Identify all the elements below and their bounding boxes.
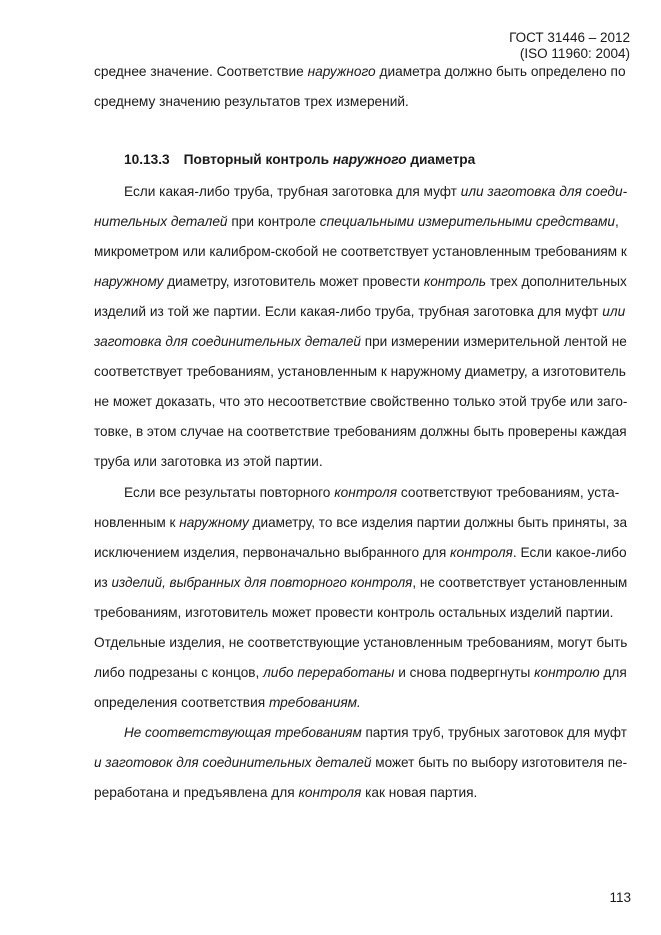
- text-line: [94, 423, 627, 441]
- text-segment: среднее значение. Соответствие: [94, 64, 308, 79]
- text-line: [94, 694, 361, 712]
- emphasized-text: заготовка для соединительных деталей: [94, 334, 361, 349]
- text-line: [94, 453, 323, 471]
- emphasized-text: контроля: [450, 545, 513, 560]
- text-segment: трех дополнительных: [486, 274, 627, 289]
- emphasized-text: специальными измерительными средствами: [319, 214, 616, 229]
- emphasized-text: наружного: [307, 64, 376, 79]
- text-segment: труба или заготовка из этой партии.: [94, 454, 323, 469]
- document-header: [509, 30, 630, 62]
- emphasized-text: и заготовок для соединительных деталей: [94, 755, 372, 770]
- section-title-part: диаметра: [406, 152, 476, 167]
- emphasized-text: изделий, выбранных для повторного контроля: [111, 575, 413, 590]
- text-line: [94, 544, 627, 562]
- emphasized-text: наружному: [94, 274, 164, 289]
- emphasized-text: контролю: [534, 665, 600, 680]
- emphasized-text: или: [602, 304, 626, 319]
- text-segment: . Если какое-либо: [512, 545, 627, 560]
- text-segment: диаметру, изготовитель может провести: [163, 274, 424, 289]
- standard-code: ГОСТ 31446 – 2012: [509, 30, 630, 45]
- section-heading: [124, 151, 475, 169]
- text-line: [94, 604, 613, 622]
- text-segment: диаметра должно быть определено по: [375, 64, 626, 79]
- page-number: 113: [609, 890, 631, 905]
- text-segment: не может доказать, что это несоответствие свойственно только этой трубе или заго-: [94, 394, 628, 409]
- text-line: [124, 484, 619, 502]
- text-line: [124, 724, 627, 742]
- emphasized-text: контроля: [298, 785, 362, 800]
- emphasized-text: контроля: [334, 485, 398, 500]
- text-segment: требованиям, изготовитель может провести контроль остальных изделий партии.: [94, 605, 614, 620]
- text-segment: товке, в этом случае на соответствие требованиям должны быть проверены каждая: [94, 424, 627, 439]
- emphasized-text: требованиям.: [268, 695, 361, 710]
- text-line: [94, 63, 626, 81]
- text-segment: и снова подвергнуты: [394, 665, 535, 680]
- text-line: [94, 634, 627, 652]
- emphasized-text: контроль: [423, 274, 487, 289]
- text-line: [94, 213, 619, 231]
- text-segment: либо подрезаны с концов,: [94, 665, 264, 680]
- text-segment: Если все результаты повторного: [124, 485, 335, 500]
- text-line: [94, 273, 627, 291]
- text-segment: для: [599, 665, 627, 680]
- text-line: [94, 333, 627, 351]
- section-title-part: Повторный контроль: [183, 152, 333, 167]
- section-number: 10.13.3: [124, 152, 170, 167]
- text-segment: как новая партия.: [361, 785, 478, 800]
- text-segment: определения соответствия: [94, 695, 269, 710]
- text-segment: реработана и предъявлена для: [94, 785, 299, 800]
- text-segment: Отдельные изделия, не соответствующие установленным требованиям, могут быть: [94, 635, 628, 650]
- text-segment: Если какая-либо труба, трубная заготовка для муфт: [124, 184, 461, 199]
- text-segment: может быть по выбору изготовителя пе-: [371, 755, 628, 770]
- text-segment: при измерении измерительной лентой не: [360, 334, 627, 349]
- text-segment: новленным к: [94, 515, 180, 530]
- text-line: [94, 514, 627, 532]
- text-segment: , не соответствует установленным: [412, 575, 628, 590]
- text-line: [94, 754, 627, 772]
- text-line: [94, 363, 626, 381]
- text-segment: микрометром или калибром-скобой не соответствует установленным требованиям к: [94, 244, 627, 259]
- text-line: [94, 574, 627, 592]
- text-line: [94, 664, 627, 682]
- text-line: [124, 183, 627, 201]
- text-line: [94, 243, 627, 261]
- text-segment: ,: [615, 214, 619, 229]
- text-line: [94, 784, 477, 802]
- emphasized-text: Не соответствующая требованиям: [124, 725, 362, 740]
- text-segment: изделий из той же партии. Если какая-либо труба, трубная заготовка для муфт: [94, 304, 603, 319]
- text-line: [94, 393, 627, 411]
- emphasized-text: нительных деталей: [94, 214, 228, 229]
- text-segment: исключением изделия, первоначально выбранного для: [94, 545, 451, 560]
- text-segment: партия труб, трубных заготовок для муфт: [361, 725, 627, 740]
- text-line: [94, 303, 625, 321]
- text-segment: среднему значению результатов трех измерений.: [94, 94, 409, 109]
- iso-reference: (ISO 11960: 2004): [519, 46, 630, 61]
- emphasized-text: или заготовка для соеди-: [460, 184, 628, 199]
- section-title-emphasis: наружного: [332, 152, 407, 167]
- text-segment: диаметру, то все изделия партии должны быть приняты, за: [248, 515, 628, 530]
- emphasized-text: либо переработаны: [263, 665, 395, 680]
- emphasized-text: наружному: [179, 515, 249, 530]
- text-segment: при контроле: [227, 214, 320, 229]
- text-line: [94, 93, 409, 111]
- text-segment: из: [94, 575, 112, 590]
- text-segment: соответствуют требованиям, уста-: [397, 485, 620, 500]
- text-segment: соответствует требованиям, установленным к наружному диаметру, а изготовитель: [94, 364, 626, 379]
